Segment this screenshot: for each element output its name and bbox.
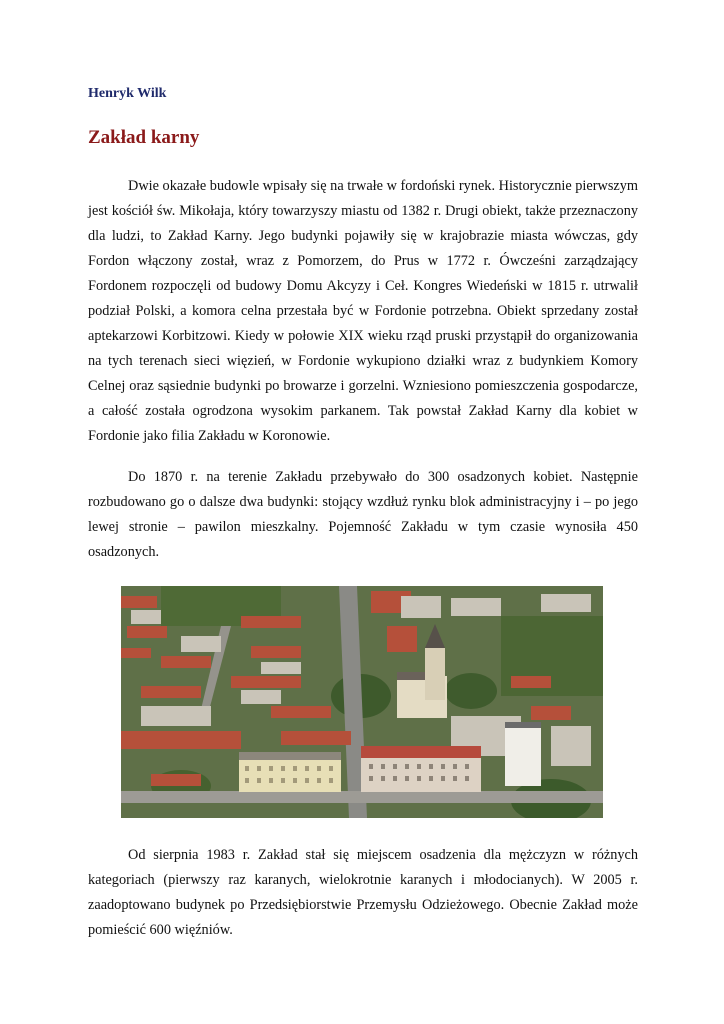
paragraph-2-block bbox=[88, 465, 638, 565]
author-name: Henryk Wilk bbox=[88, 86, 167, 101]
aerial-town-photo bbox=[121, 586, 603, 818]
paragraph-2: Do 1870 r. na terenie Zakładu przebywało do 300 osadzonych kobiet. Następnie rozbudowano go o dalsze dwa budynki: stojący wzdłuż rynku blok administracyjny i – po jego lewej stronie – pawilon mieszkalny. Pojemność Zakładu w tym czasie wynosiła 450 osadzonych. bbox=[88, 469, 638, 560]
paragraph-3-block bbox=[88, 843, 638, 943]
paragraph-3: Od sierpnia 1983 r. Zakład stał się miejscem osadzenia dla mężczyzn w różnych kategoriach (pierwszy raz karanych, wielokrotnie karanych i młodocianych). W 2005 r. zaadoptowano budynek po Przedsiębiorstwie Przemysłu Odzieżowego. Obecnie Zakład może pomieścić 600 więźniów. bbox=[88, 847, 638, 938]
paragraph-1: Dwie okazałe budowle wpisały się na trwałe w fordoński rynek. Historycznie pierwszym jest kościół św. Mikołaja, który towarzyszy miastu od 1382 r. Drugi obiekt, także przeznaczony dla ludzi, to Zakład Karny. Jego budynki pojawiły się w krajobrazie miasta wówczas, gdy Fordon włączony został, wraz z Pomorzem, do Prus w 1772 r. Ówcześni zarządzający Fordonem rozpoczęli od budowy Domu Akcyzy i Ceł. Kongres Wiedeński w 1815 r. utrwalił podział Polski, a komora celna przestała być w Fordonie potrzebna. Obiekt sprzedany został aptekarzowi Korbitzowi. Kiedy w połowie XIX wieku rząd pruski przystąpił do organizowania na tych terenach sieci więzień, w Fordonie wykupiono działki wraz z budynkiem Komory Celnej oraz sąsiednie budynki po browarze i gorzelni. Wzniesiono pomieszczenia gospodarcze, a całość została ogrodzona wysokim parkanem. Tak powstał Zakład Karny dla kobiet w Fordonie jako filia Zakładu w Koronowie. bbox=[88, 178, 638, 444]
paragraph-1-block bbox=[88, 174, 638, 449]
article-title: Zakład karny bbox=[88, 127, 200, 148]
